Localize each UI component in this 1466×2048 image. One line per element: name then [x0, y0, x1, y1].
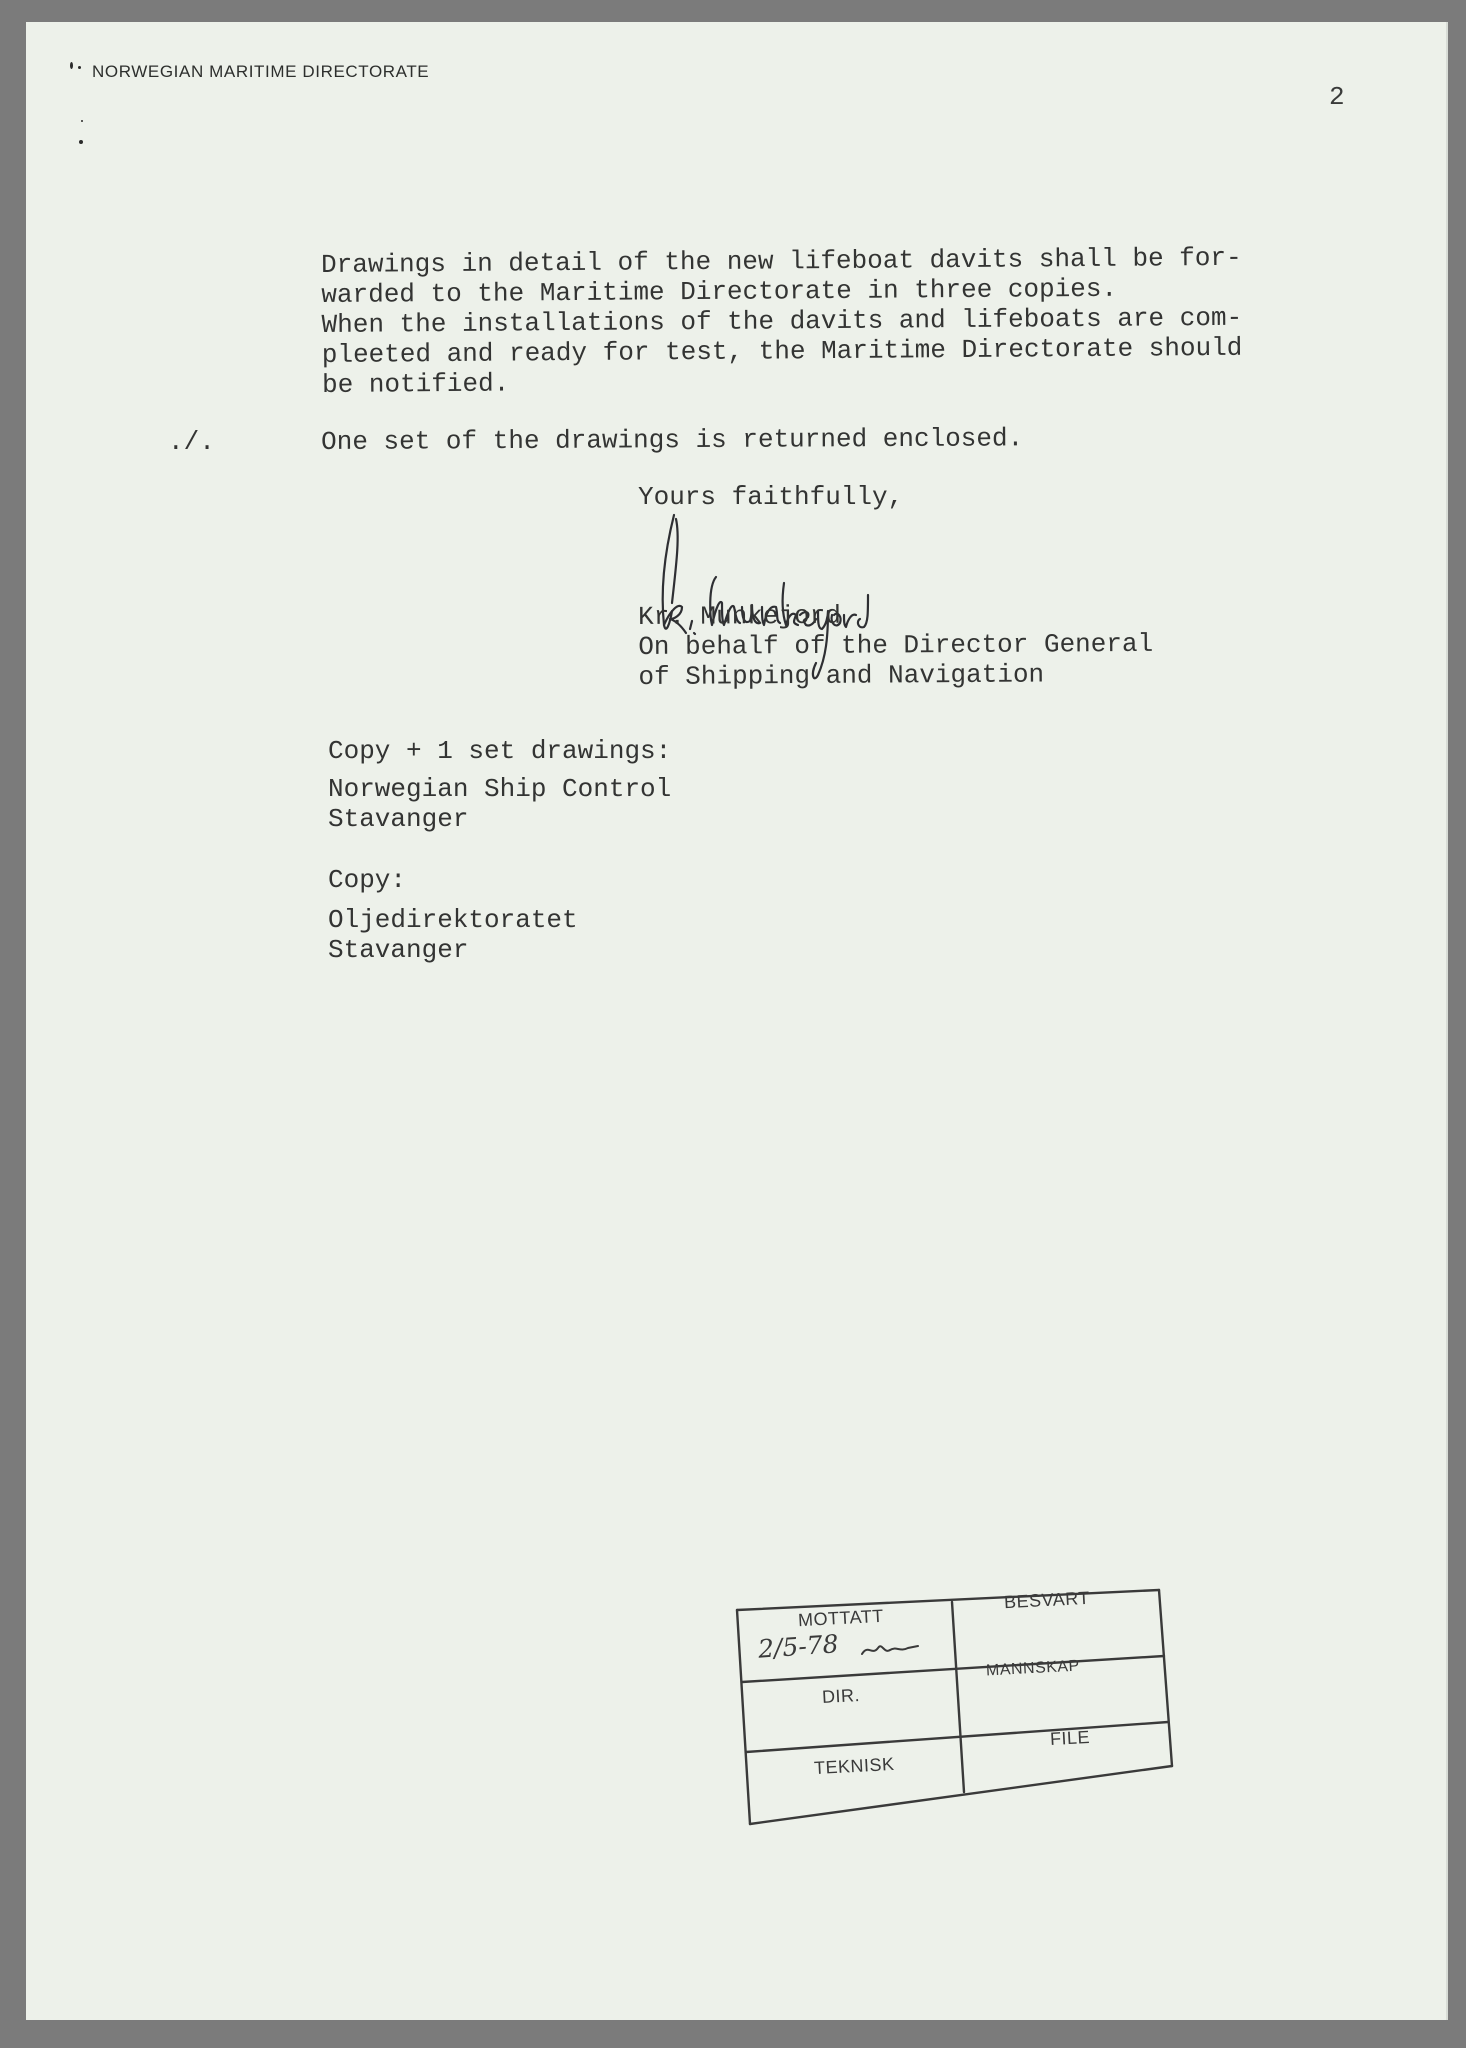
punch-speck [79, 140, 83, 144]
letter-page [26, 22, 1448, 2020]
body-line: When the installations of the davits and lifeboats are com- [321, 302, 1243, 340]
copy-recipient [328, 905, 578, 965]
page-number: 2 [1329, 82, 1345, 112]
recipient-line: Stavanger [328, 935, 469, 965]
stamp-file-label: FILE [1049, 1726, 1091, 1750]
closing: Yours faithfully, [638, 482, 904, 512]
stamp-received-label: MOTTATT [797, 1605, 885, 1631]
recipient-line: Stavanger [328, 804, 469, 834]
punch-speck [81, 120, 83, 122]
body-line: Drawings in detail of the new lifeboat davits shall be for- [321, 242, 1242, 280]
copy-heading: Copy + 1 set drawings: [328, 736, 672, 766]
recipient-line: Norwegian Ship Control [328, 774, 672, 804]
stamp-technical-label: TEKNISK [813, 1753, 895, 1779]
copy-recipient [328, 774, 671, 834]
letterhead: NORWEGIAN MARITIME DIRECTORATE [92, 62, 430, 81]
recipient-line: Oljedirektoratet [328, 905, 578, 935]
stamp-director-label: DIR. [821, 1685, 861, 1707]
signatory-role: On behalf of the Director General [638, 628, 1154, 662]
signatory-role: of Shipping and Navigation [638, 659, 1045, 692]
body-line: warded to the Maritime Directorate in three copies. [321, 273, 1118, 310]
body-line: pleeted and ready for test, the Maritime Directorate should [321, 332, 1243, 370]
body-paragraph [321, 243, 1243, 400]
signatory-name: Kr. Munkejord [638, 600, 842, 632]
copy-heading: Copy: [328, 865, 407, 895]
punch-speck [78, 66, 81, 69]
enclosure-mark: ./. [168, 427, 215, 457]
enclosure-text: One set of the drawings is returned enclosed. [321, 423, 1024, 457]
stamp-grid [732, 1570, 1180, 1830]
body-line: be notified. [321, 368, 510, 400]
stamp-crew-label: MANNSKAP [985, 1657, 1081, 1680]
handwritten-initials [860, 1638, 920, 1662]
signature-block [638, 599, 1153, 692]
punch-speck [70, 62, 73, 69]
received-stamp [732, 1570, 1180, 1830]
stamp-received-date: 2/5-78 [757, 1629, 840, 1664]
stamp-answered-label: BESVART [1003, 1587, 1091, 1613]
